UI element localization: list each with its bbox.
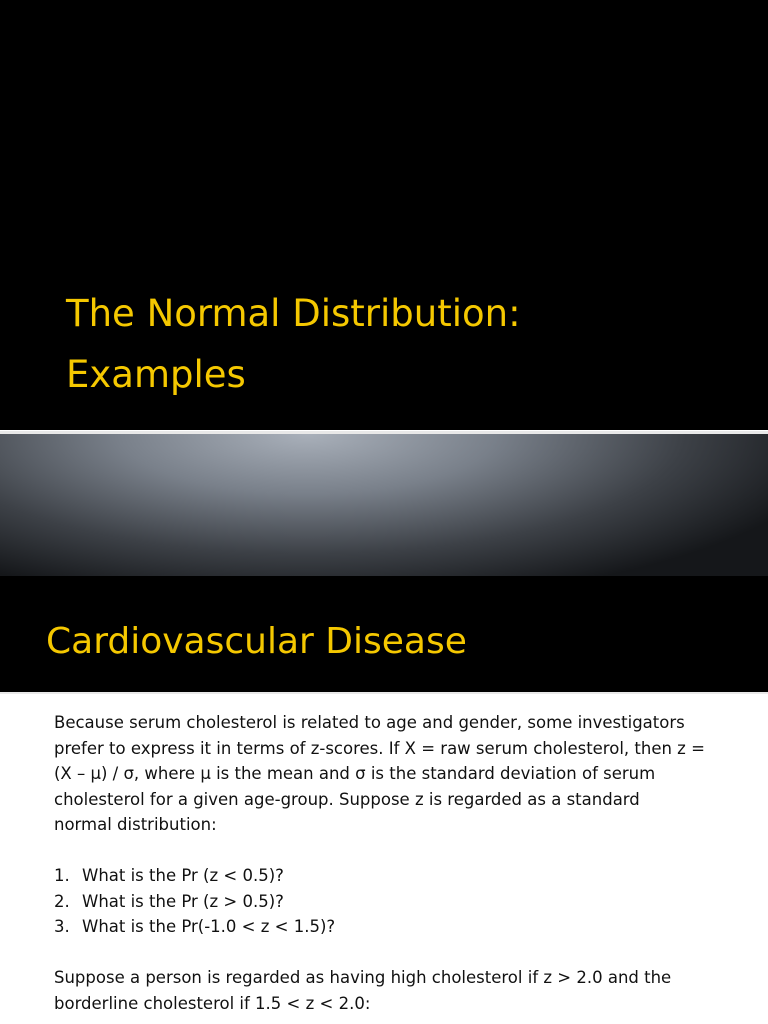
intro-line: (X – μ) / σ, where μ is the mean and σ is the standard deviation of serum — [54, 764, 656, 783]
header-divider — [0, 692, 768, 694]
intro-line: cholesterol for a given age-group. Suppose z is regarded as a standard — [54, 789, 640, 809]
closing-line: Suppose a person is regarded as having high cholesterol if z > 2.0 and the — [54, 968, 672, 987]
question-text: What is the Pr(-1.0 < z < 1.5)? — [82, 917, 336, 936]
intro-line: prefer to express it in terms of z-scores. If X = raw serum cholesterol, then z = — [54, 738, 705, 758]
spacer — [54, 940, 754, 966]
question-number: 1. — [54, 866, 70, 885]
question-number: 3. — [54, 917, 70, 936]
closing-line: borderline cholesterol if 1.5 < z < 2.0: — [54, 993, 371, 1013]
question-text: What is the Pr (z < 0.5)? — [82, 866, 284, 885]
spacer — [54, 838, 754, 864]
question-number: 2. — [54, 891, 70, 911]
question-item — [54, 863, 754, 889]
question-item — [54, 914, 754, 940]
main-title-line-2: Examples — [66, 353, 246, 396]
slide2-title: Cardiovascular Disease — [46, 621, 467, 662]
intro-line: normal distribution: — [54, 815, 217, 834]
question-list — [54, 863, 754, 940]
intro-line: Because serum cholesterol is related to age and gender, some investigators — [54, 713, 685, 732]
question-item — [54, 889, 754, 915]
slide2-body — [54, 710, 754, 1016]
main-title-line-1: The Normal Distribution: — [66, 292, 521, 335]
gradient-band — [0, 434, 768, 576]
question-text: What is the Pr (z > 0.5)? — [82, 891, 284, 911]
main-title — [66, 283, 746, 405]
